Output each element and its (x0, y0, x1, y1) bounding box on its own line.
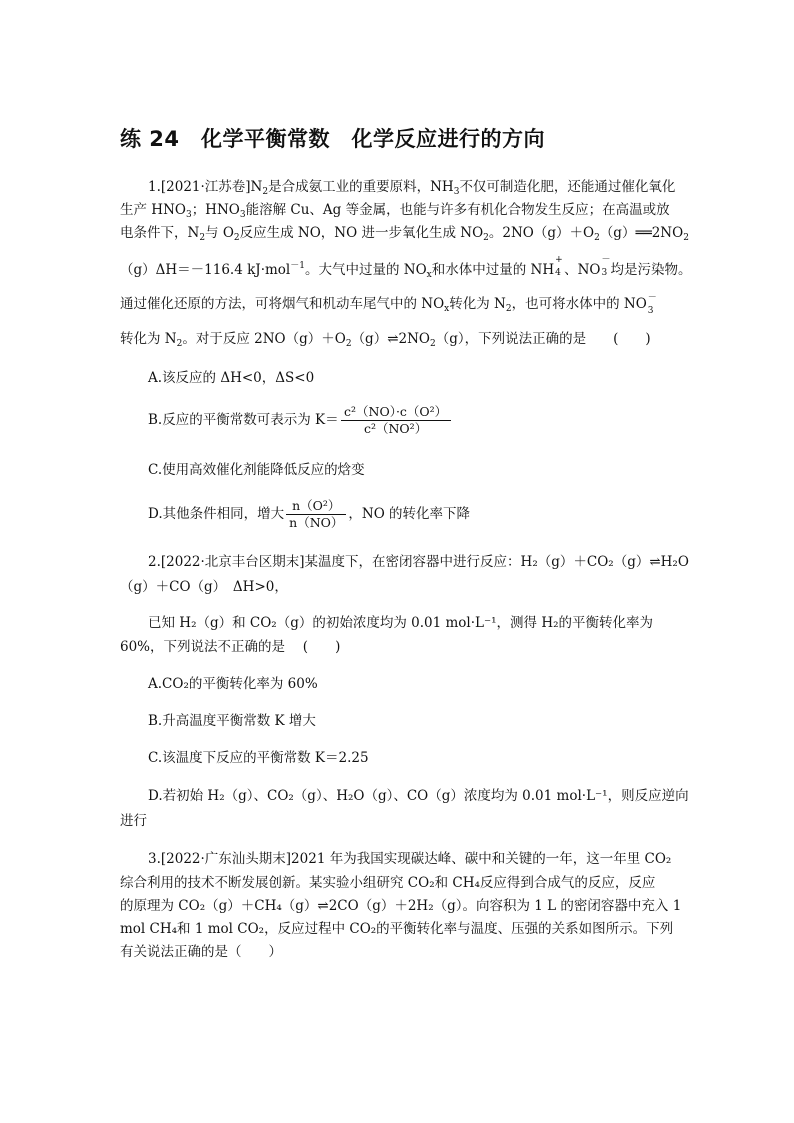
subscript: 3 (453, 187, 460, 197)
subscript: 4 (555, 268, 561, 278)
subscript: 2 (683, 233, 689, 243)
text: 与 O (205, 225, 234, 241)
text: 转化为 N (449, 296, 506, 312)
ion-charge-stack (601, 255, 611, 278)
charge: － (647, 293, 657, 303)
text: （g），下列说法正确的是 ( ) (435, 331, 651, 347)
q1-line-4 (120, 257, 692, 284)
text: 。2NO（g）＋O (488, 225, 595, 241)
charge: － (601, 255, 611, 265)
q2-option-d-line-2: 进行 (120, 813, 147, 829)
q3-line-3: 的原理为 CO₂（g）＋CH₄（g）⇌2CO（g）＋2H₂（g）。向容积为 1 L 的密闭容器中充入 1 (120, 898, 682, 914)
text: 。对于反应 2NO（g）＋O (182, 331, 346, 347)
q1-line-1 (148, 178, 675, 201)
subscript: 2 (430, 339, 436, 349)
q3-line-2: 综合利用的技术不断发展创新。某实验小组研究 CO₂和 CH₄反应得到合成气的反应，反应 (120, 875, 656, 891)
subscript: 2 (199, 233, 206, 243)
q3-line-4: mol CH₄和 1 mol CO₂，反应过程中 CO₂的平衡转化率与温度、压强的关系如图所示。下列 (120, 921, 674, 937)
text: 生产 HNO (120, 202, 186, 218)
text: 能溶解 Cu、Ag 等金属，也能与许多有机化合物发生反应；在高温或放 (245, 202, 670, 218)
text: 1.[2021·江苏卷]N (148, 179, 263, 195)
q1-option-c: C.使用高效催化剂能降低反应的焓变 (148, 462, 365, 478)
q1-line-3 (120, 224, 689, 247)
subscript: 3 (239, 210, 246, 220)
subscript: 2 (505, 304, 512, 314)
subscript: 2 (262, 187, 269, 197)
text: 电条件下，N (120, 225, 200, 241)
text: ；HNO (191, 202, 240, 218)
text: B.反应的平衡常数可表示为 K＝ (148, 412, 339, 428)
fraction (286, 498, 346, 531)
subscript: 2 (345, 339, 352, 349)
q1-option-a: A.该反应的 ΔH<0，ΔS<0 (148, 370, 315, 386)
q1-line-5 (120, 295, 657, 318)
q2-option-a: A.CO₂的平衡转化率为 60% (148, 676, 318, 692)
q2-line-4: 60%，下列说法不正确的是 ( ) (120, 639, 341, 655)
text: 均是污染物。 (610, 262, 692, 278)
q2-line-3: 已知 H₂（g）和 CO₂（g）的初始浓度均为 0.01 mol·L⁻¹，测得 H₂的平衡转化率为 (148, 615, 654, 631)
subscript: 2 (233, 233, 240, 243)
q3-line-1: 3.[2022·广东汕头期末]2021 年为我国实现碳达峰、碳中和关键的一年，这一年里 CO₂ (148, 851, 672, 867)
q1-option-d (148, 498, 470, 531)
q1-line-2 (120, 201, 670, 224)
q2-line-1: 2.[2022·北京丰台区期末]某温度下，在密闭容器中进行反应：H₂（g）＋CO₂（g）⇌H₂O (148, 554, 689, 570)
text: 。大气中过量的 NO (304, 262, 427, 278)
text: ，也可将水体中的 NO (511, 296, 647, 312)
subscript: 2 (594, 233, 600, 243)
page-title: 练 24 化学平衡常数 化学反应进行的方向 (120, 127, 546, 151)
text: （g）ΔH＝－116.4 kJ·mol (120, 262, 291, 278)
text: 不仅可制造化肥，还能通过催化氧化 (459, 179, 676, 195)
denominator: n（NO） (289, 515, 344, 530)
subscript: 3 (185, 210, 192, 220)
text: 通过催化还原的方法，可将烟气和机动车尾气中的 NO (120, 296, 445, 312)
subscript: 3 (601, 268, 608, 278)
q2-option-b: B.升高温度平衡常数 K 增大 (148, 713, 316, 729)
q1-option-b (148, 404, 453, 437)
subscript: 2 (176, 339, 183, 349)
text: （g）══2NO (599, 225, 684, 241)
subscript: x (426, 270, 432, 280)
q3-line-5: 有关说法正确的是（ ） (120, 944, 282, 960)
text: （g）⇌2NO (351, 331, 430, 347)
q1-line-6 (120, 330, 651, 353)
q2-option-d-line-1: D.若初始 H₂（g）、CO₂（g）、H₂O（g）、CO（g）浓度均为 0.01 mol·L⁻¹，则反应逆向 (148, 788, 689, 804)
text: 转化为 N (120, 331, 177, 347)
superscript: －1 (290, 261, 305, 271)
ion-charge-stack (647, 293, 657, 316)
text: ，NO 的转化率下降 (348, 506, 471, 522)
numerator: n（O²） (286, 498, 346, 515)
text: 反应生成 NO，NO 进一步氧化生成 NO (239, 225, 484, 241)
charge: + (555, 255, 563, 265)
denominator: c²（NO²） (363, 421, 428, 436)
numerator: c²（NO）·c（O²） (341, 404, 451, 421)
ion-charge-stack (554, 255, 564, 278)
fraction (341, 404, 451, 437)
text: D.其他条件相同，增大 (148, 506, 285, 522)
subscript: 2 (483, 233, 489, 243)
q2-option-c: C.该温度下反应的平衡常数 K＝2.25 (148, 750, 369, 766)
subscript: 3 (647, 306, 654, 316)
text: 和水体中过量的 NH (431, 262, 555, 278)
text: 、NO (564, 262, 601, 278)
subscript: x (444, 304, 450, 314)
q2-line-2: （g）＋CO（g） ΔH>0， (120, 579, 288, 595)
text: 是合成氨工业的重要原料，NH (268, 179, 454, 195)
